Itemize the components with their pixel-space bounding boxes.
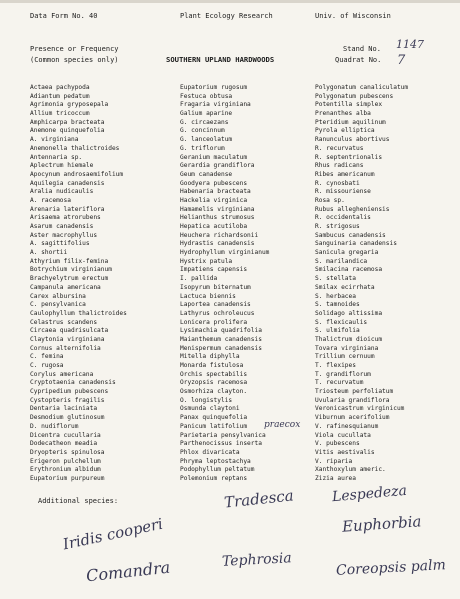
- species-entry: Campanula americana: [30, 283, 101, 291]
- species-entry: Circaea quadrisulcata: [30, 327, 109, 335]
- species-entry: Arisaema atrorubens: [30, 214, 101, 222]
- species-entry: Potentilla simplex: [315, 101, 383, 109]
- species-column-1: [30, 84, 127, 484]
- species-entry: Rubus allegheniensis: [315, 205, 390, 213]
- species-entry: A. shortii: [30, 249, 68, 257]
- handwritten-comandra: Comandra: [85, 557, 172, 586]
- species-entry: Hepatica acutiloba: [180, 223, 248, 230]
- species-entry: Hamamelis virginiana: [180, 205, 255, 213]
- species-entry: Vitis aestivalis: [315, 448, 375, 456]
- species-entry: Geum canadense: [180, 170, 233, 178]
- species-entry: V. riparia: [315, 457, 353, 465]
- species-entry: Lonicera prolifera: [180, 318, 248, 326]
- scan-edge: [0, 0, 460, 3]
- form-number: Data Form No. 40: [30, 12, 98, 20]
- species-column-2: [180, 84, 269, 484]
- species-entry: V. pubescens: [315, 440, 360, 448]
- species-entry: Polemonium reptans: [180, 474, 248, 482]
- species-entry: Corylus americana: [30, 370, 94, 378]
- species-entry: R. septentrionalis: [315, 153, 383, 161]
- species-entry: T. recurvatum: [315, 379, 364, 387]
- species-entry: Phlox divaricata: [180, 448, 240, 456]
- species-entry: Uvularia grandiflora: [315, 396, 390, 404]
- species-entry: A. racemosa: [30, 196, 71, 204]
- species-entry: Parthenocissus inserta: [180, 440, 262, 448]
- species-entry: Parietaria pensylvanica: [180, 431, 266, 439]
- species-entry: T. grandiflorum: [315, 370, 371, 378]
- additional-species-label: Additional species:: [38, 497, 119, 505]
- species-entry: Laportea canadensis: [180, 301, 251, 309]
- species-entry: Geranium maculatum: [180, 153, 248, 161]
- species-entry: Sambucus canadensis: [315, 231, 386, 239]
- species-entry: A. sagittifolius: [30, 240, 90, 248]
- species-entry: G. lanceolatum: [180, 136, 233, 144]
- species-entry: Anemone quinquefolia: [30, 127, 105, 135]
- species-entry: Cornus alternifolia: [30, 344, 101, 352]
- species-entry: Tovara virginiana: [315, 344, 379, 352]
- species-entry: R. cynosbati: [315, 179, 360, 187]
- species-entry: Osmunda claytoni: [180, 405, 240, 413]
- species-entry: Osmorhiza clayton.: [180, 388, 248, 396]
- handwritten-praecox: praecox: [264, 420, 301, 430]
- species-entry: C. rugosa: [30, 362, 64, 369]
- species-entry: Viola cucullata: [315, 431, 371, 439]
- species-entry: Goodyera pubescens: [180, 179, 248, 187]
- species-entry: I. pallida: [180, 275, 218, 283]
- species-entry: Maianthemum canadensis: [180, 335, 262, 343]
- species-entry: Galium aparine: [180, 110, 233, 118]
- species-entry: Veronicastrum virginicum: [315, 405, 405, 413]
- quadrat-label: Quadrat No.: [335, 56, 382, 64]
- species-entry: Desmodium glutinosum: [30, 414, 105, 422]
- species-entry: Arenaria lateriflora: [30, 205, 105, 213]
- species-entry: Erythronium albidum: [30, 466, 101, 474]
- species-entry: Aralia nudicaulis: [30, 188, 94, 196]
- stand-value: 1147: [396, 38, 424, 51]
- species-entry: Hydrophyllum virginianum: [180, 249, 270, 257]
- species-entry: Xanthoxylum americ.: [315, 466, 386, 474]
- species-entry: Ribes americanum: [315, 170, 375, 178]
- species-entry: Heuchera richardsonii: [180, 231, 259, 239]
- species-entry: Viburnum acerifolium: [315, 414, 390, 422]
- species-entry: Isopyrum biternatum: [180, 283, 251, 291]
- species-entry: Impatiens capensis: [180, 266, 248, 274]
- page-title: SOUTHERN UPLAND HARDWOODS: [166, 55, 275, 64]
- species-entry: C. pensylvanica: [30, 301, 86, 309]
- species-entry: Menispermum canadensis: [180, 344, 262, 352]
- species-entry: S. herbacea: [315, 292, 356, 300]
- quadrat-value: 7: [397, 53, 406, 68]
- handwritten-tephrosia: Tephrosia: [221, 550, 293, 570]
- handwritten-euphorbia: Euphorbia: [341, 512, 422, 536]
- species-entry: Festuca obtusa: [180, 92, 233, 100]
- species-entry: Solidago altissima: [315, 309, 383, 317]
- species-entry: Rhus radicans: [315, 162, 364, 170]
- species-entry: Sanicula gregaria: [315, 249, 379, 257]
- species-entry: R. missouriense: [315, 188, 371, 196]
- species-entry: Helianthus strumosus: [180, 214, 255, 222]
- species-entry: Prenanthes alba: [315, 110, 371, 118]
- presence-label: Presence or Frequency: [30, 45, 119, 53]
- species-entry: Allium tricoccum: [30, 110, 90, 118]
- species-entry: R. recurvatus: [315, 144, 364, 152]
- species-entry: Lathyrus ochroleucus: [180, 309, 255, 317]
- species-entry: Ranunculus abortivus: [315, 136, 390, 144]
- species-entry: S. ulmifolia: [315, 327, 360, 335]
- handwritten-tradescantia: Tradesca: [223, 486, 295, 512]
- species-entry: Dryopteris spinulosa: [30, 448, 105, 456]
- species-entry: Phryma leptostachya: [180, 457, 251, 465]
- species-entry: Eupatorium purpureum: [30, 474, 105, 482]
- species-entry: Zizia aurea: [315, 474, 356, 482]
- species-entry: S. flexicaulis: [315, 318, 368, 326]
- species-entry: Antennaria sp.: [30, 153, 83, 161]
- species-entry: Actaea pachypoda: [30, 84, 90, 91]
- species-entry: A. virginiana: [30, 136, 79, 144]
- species-entry: V. rafinesquianum: [315, 422, 379, 430]
- species-entry: S. marilandica: [315, 257, 368, 265]
- species-entry: Trillium cernuum: [315, 353, 375, 361]
- species-entry: Smilax ecirrhata: [315, 283, 375, 291]
- species-entry: Hydrastis canadensis: [180, 240, 255, 248]
- species-entry: Caulophyllum thalictroides: [30, 309, 127, 317]
- species-entry: C. femina: [30, 353, 64, 361]
- species-entry: Orchis spectabilis: [180, 370, 248, 378]
- species-entry: Botrychium virginianum: [30, 266, 112, 274]
- species-entry: Agrimonia gryposepala: [30, 101, 109, 109]
- handwritten-coreopsis: Coreopsis palm: [335, 557, 447, 579]
- species-entry: Eupatorium rugosum: [180, 84, 248, 91]
- species-entry: D. nudiflorum: [30, 422, 79, 430]
- species-entry: Cryptotaenia canadensis: [30, 379, 116, 387]
- species-entry: Anemonella thalictroides: [30, 144, 120, 152]
- species-entry: Gerardia grandiflora: [180, 162, 255, 170]
- species-entry: Habenaria bracteata: [180, 188, 251, 196]
- common-species-note: (Common species only): [30, 56, 119, 64]
- species-entry: Rosa sp.: [315, 196, 345, 204]
- species-entry: Oryzopsis racemosa: [180, 379, 248, 387]
- species-entry: R. strigosus: [315, 223, 360, 230]
- handwritten-iris: Iridis cooperi: [61, 514, 165, 554]
- species-entry: Lactuca biennis: [180, 292, 236, 300]
- species-entry: Athyrium filix-femina: [30, 257, 109, 265]
- species-entry: Erigeron pulchellum: [30, 457, 101, 465]
- species-entry: Celastrus scandens: [30, 318, 98, 326]
- stand-label: Stand No.: [343, 45, 381, 53]
- species-entry: Smilacina racemosa: [315, 266, 383, 274]
- species-entry: Dodecatheon meadia: [30, 440, 98, 448]
- species-entry: Monarda fistulosa: [180, 362, 244, 369]
- species-entry: Claytonia virginiana: [30, 335, 105, 343]
- university: Univ. of Wisconsin: [315, 12, 391, 20]
- species-entry: G. triflorum: [180, 144, 225, 152]
- species-entry: Brachyelytrum erectum: [30, 275, 109, 283]
- species-entry: S. stellata: [315, 275, 356, 283]
- species-entry: Sanguinaria canadensis: [315, 240, 397, 248]
- species-entry: Polygonatum canaliculatum: [315, 84, 409, 91]
- species-entry: Polygonatum pubescens: [315, 92, 394, 100]
- species-entry: Hackelia virginica: [180, 196, 248, 204]
- species-entry: Podophyllum peltatum: [180, 466, 255, 474]
- species-entry: Apocynum androsaemifolium: [30, 170, 124, 178]
- species-entry: R. occidentalis: [315, 214, 371, 222]
- species-entry: Cystopteris fragilis: [30, 396, 105, 404]
- species-entry: T. flexipes: [315, 362, 356, 369]
- species-entry: Panax quinquefolia: [180, 414, 248, 422]
- organization: Plant Ecology Research: [180, 12, 273, 20]
- species-entry: Dentaria laciniata: [30, 405, 98, 413]
- species-entry: Pyrola elliptica: [315, 127, 375, 135]
- species-entry: Pteridium aquilinum: [315, 118, 386, 126]
- species-entry: Asarum canadensis: [30, 223, 94, 230]
- species-entry: Lysimachia quadrifolia: [180, 327, 262, 335]
- species-entry: Aplectrum hiemale: [30, 162, 94, 170]
- species-entry: Thalictrum dioicum: [315, 335, 383, 343]
- species-entry: Adiantum pedatum: [30, 92, 90, 100]
- species-entry: Carex albursina: [30, 292, 86, 300]
- species-entry: Amphicarpa bracteata: [30, 118, 105, 126]
- species-entry: Triosteum perfoliatum: [315, 388, 394, 396]
- species-entry: Panicum latifolium: [180, 422, 248, 430]
- species-entry: Fragaria virginiana: [180, 101, 251, 109]
- species-entry: Cypripedium pubescens: [30, 388, 109, 396]
- species-entry: Dicentra cucullaria: [30, 431, 101, 439]
- species-entry: Hystrix patula: [180, 257, 233, 265]
- species-entry: Mitella diphylla: [180, 353, 240, 361]
- species-column-3: [315, 84, 408, 484]
- species-entry: G. concinnum: [180, 127, 225, 135]
- handwritten-lespedeza: Lespedeza: [331, 482, 408, 506]
- species-entry: Aquilegia canadensis: [30, 179, 105, 187]
- species-entry: G. circaezans: [180, 118, 229, 126]
- species-entry: O. longistylis: [180, 396, 233, 404]
- species-entry: Aster macrophyllus: [30, 231, 98, 239]
- species-entry: S. tamnoides: [315, 301, 360, 309]
